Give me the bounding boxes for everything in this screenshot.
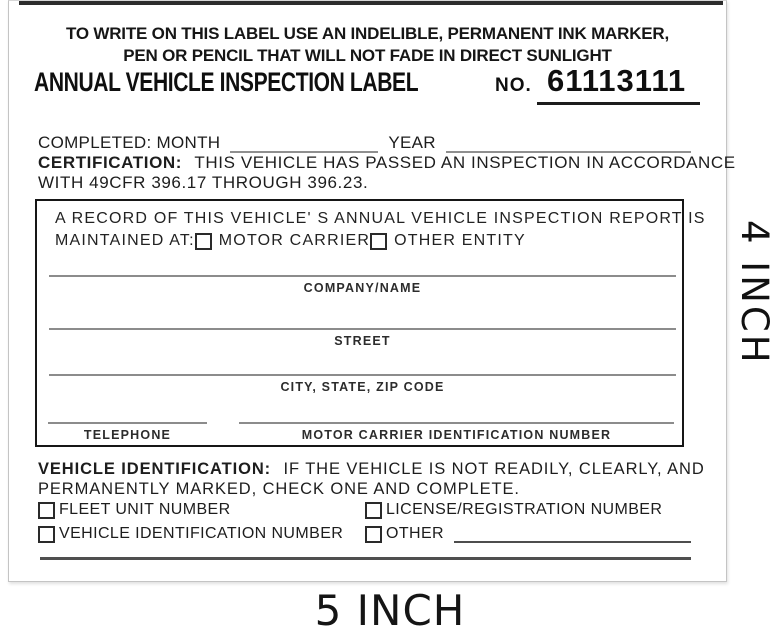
motor-carrier-label: MOTOR CARRIER xyxy=(218,232,371,249)
other-entity-label: OTHER ENTITY xyxy=(394,232,526,249)
vehicle-id-number-checkbox[interactable] xyxy=(38,526,55,543)
vehicle-id-number-option xyxy=(38,525,343,543)
fleet-unit-number-option xyxy=(38,501,231,519)
street-fill-line xyxy=(49,328,676,330)
company-name-label: COMPANY/NAME xyxy=(303,281,422,295)
motor-carrier-id-field xyxy=(239,422,674,442)
bottom-rule-divider xyxy=(40,557,691,560)
company-name-field xyxy=(49,275,676,295)
telephone-label: TELEPHONE xyxy=(83,428,172,442)
maintained-at-label: MAINTAINED AT: xyxy=(55,232,195,249)
year-blank-line xyxy=(446,132,691,153)
vehicle-identification-heading: VEHICLE IDENTIFICATION: xyxy=(38,460,272,478)
other-label: OTHER xyxy=(386,525,444,542)
motor-carrier-id-label: MOTOR CARRIER IDENTIFICATION NUMBER xyxy=(301,428,612,442)
label-number-prefix: NO. xyxy=(495,75,532,96)
motor-carrier-id-fill-line xyxy=(239,422,674,424)
instructions-line1: TO WRITE ON THIS LABEL USE AN INDELIBLE, PERMANENT INK MARKER, xyxy=(65,24,670,43)
vehicle-identification-line1 xyxy=(38,460,705,479)
completed-row xyxy=(38,132,691,153)
label-number: 61113111 xyxy=(537,63,700,105)
telephone-fill-line xyxy=(48,422,207,424)
vehicle-identification-text1: IF THE VEHICLE IS NOT READILY, CLEARLY, AND xyxy=(283,460,705,478)
vehicle-id-number-label: VEHICLE IDENTIFICATION NUMBER xyxy=(59,525,344,542)
inspection-label-sheet xyxy=(8,0,736,582)
completed-month-label: COMPLETED: MONTH xyxy=(38,133,221,152)
license-registration-label: LICENSE/REGISTRATION NUMBER xyxy=(386,501,663,518)
other-blank-line xyxy=(454,526,691,543)
year-label: YEAR xyxy=(388,133,436,152)
record-maintained-box xyxy=(35,199,706,447)
month-blank-line xyxy=(230,132,378,153)
top-rule-divider xyxy=(19,1,723,5)
city-state-zip-field xyxy=(49,374,676,394)
instructions-line2: PEN OR PENCIL THAT WILL NOT FADE IN DIRECT SUNLIGHT xyxy=(123,46,612,65)
street-field xyxy=(49,328,676,348)
street-label: STREET xyxy=(334,334,391,348)
certification-text1: THIS VEHICLE HAS PASSED AN INSPECTION IN ACCORDANCE xyxy=(194,153,736,172)
certification-heading: CERTIFICATION: xyxy=(38,153,183,172)
license-registration-checkbox[interactable] xyxy=(365,502,382,519)
record-box-line1: A RECORD OF THIS VEHICLE' S ANNUAL VEHICLE INSPECTION REPORT IS xyxy=(55,210,706,227)
city-state-zip-fill-line xyxy=(49,374,676,376)
fleet-unit-number-checkbox[interactable] xyxy=(38,502,55,519)
certification-line1 xyxy=(38,153,736,173)
vehicle-identification-line2: PERMANENTLY MARKED, CHECK ONE AND COMPLETE. xyxy=(38,480,520,498)
certification-line2: WITH 49CFR 396.17 THROUGH 396.23. xyxy=(38,173,369,192)
height-dimension-label: 4 INCH xyxy=(733,220,776,366)
fleet-unit-number-label: FLEET UNIT NUMBER xyxy=(59,501,231,518)
record-box-maintained-row xyxy=(55,232,526,250)
other-option xyxy=(365,525,691,543)
city-state-zip-label: CITY, STATE, ZIP CODE xyxy=(280,380,445,394)
label-title: ANNUAL VEHICLE INSPECTION LABEL xyxy=(34,67,419,97)
motor-carrier-checkbox[interactable] xyxy=(195,233,212,250)
license-registration-option xyxy=(365,501,662,519)
telephone-field xyxy=(48,422,207,442)
other-entity-checkbox[interactable] xyxy=(370,233,387,250)
other-checkbox[interactable] xyxy=(365,526,382,543)
width-dimension-label: 5 INCH xyxy=(314,586,466,635)
company-name-fill-line xyxy=(49,275,676,277)
